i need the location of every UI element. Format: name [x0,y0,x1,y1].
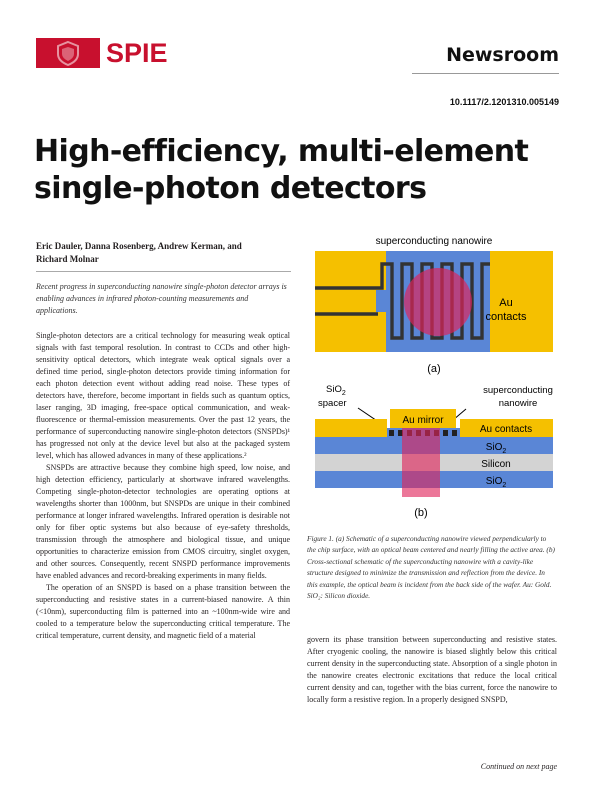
figure-1 [312,230,556,520]
fig-a-left-gap [376,290,390,312]
fig-b-panel-label: (b) [414,507,428,519]
authors-line-2: Richard Molnar [36,254,99,264]
fig-b-optical-beam [402,428,440,497]
fig-a-panel-label: (a) [427,363,441,375]
authors-line-1: Eric Dauler, Danna Rosenberg, Andrew Kerman, and [36,241,242,251]
spie-logo-text: SPIE [106,38,168,68]
abstract: Recent progress in superconducting nanowire single-photon detector arrays is enabling advances in infrared photon-counting measurements and applications. [36,282,287,315]
body-column-right [307,634,557,706]
fig-b-contacts-label: Au contacts [479,424,533,435]
fig-a-contacts-label: contacts [485,311,527,323]
title-line-1: High-efficiency, multi-element [34,134,529,169]
title-line-2: single-photon detectors [34,171,427,206]
body-column-left [36,330,290,642]
doi[interactable]: 10.1117/2.1201310.005149 [449,97,559,107]
fig-b-layer1-text: SiO [485,442,503,453]
figure-1-schematic [312,230,556,520]
fig-b-nanowire-label-1: superconducting [483,385,553,396]
section-title: Newsroom [446,44,559,66]
fig-a-title: superconducting nanowire [375,236,493,247]
fig-a-optical-beam [404,268,472,336]
fig-b-layer3-text: SiO [485,476,503,487]
fig-b-spacer-label: spacer [318,398,347,409]
fig-b-sio2-sub: 2 [341,390,346,397]
paragraph-4: govern its phase transition between superconducting and resistive states. After cryogenic cooling, the nanowire is biased slightly below this critical current density in the superconducting state. Absorption of a single photon in the nanowire creates electronic excitations that reduce the local critical current density and can, together with the bias current, force the nanowire to locally form a resistive region. In a properly designed SNSPD, [307,635,557,704]
continued-note: Continued on next page [480,762,557,771]
fig-b-mirror-label: Au mirror [402,415,444,426]
article-title [34,133,564,207]
authors [36,240,286,266]
fig-b-left-contact [315,419,387,437]
fig-b-silicon-label: Silicon [481,459,511,470]
fig-b-layer3-sub: 2 [502,482,507,489]
fig-b-sio2-spacer-label-1 [326,384,346,397]
fig-b-nanowire-label-2: nanowire [498,398,538,409]
fig-b-sio2-text: SiO [326,384,342,395]
figure-caption: Figure 1. (a) Schematic of a superconducting nanowire viewed perpendicularly to the chip surface, with an optical beam centered and nearly filling the active area. (b) Cross-sectional schematic of the superconducting nanowire with a cavity-like structure designed to minimize the transmission and reflection from the device. In this example, the optical beam is incident from the back side of the wafer. Au: Gold. SiO₂: Silicon dioxide. [307,534,555,601]
paragraph-3: The operation of an SNSPD is based on a phase transition between the superconducting and resistive states in a current-biased nanowire. A thin (<10nm), superconducting film is patterned into an ~100nm-wide wire and cooled to a temperature below the superconducting critical temperature. The critical temperature, current density, and magnetic field of a material [36,583,290,640]
fig-a-au-label: Au [499,297,513,309]
authors-divider [36,271,291,272]
spie-logo-mark [36,38,100,68]
fig-b-layer1-sub: 2 [502,448,507,455]
header-divider [412,73,559,74]
paragraph-2: SNSPDs are attractive because they combine high speed, low noise, and high detection efficiency, particularly at shortwave infrared wavelengths. Competing single-photon-detector technologies are operating options at wavelengths shorter than 1000nm, but SNSPDs are unique in their combined performance at longer infrared wavelengths. Infrared operation is desirable not only for fiber optic systems but also because of eye-safety thresholds, transmission through the atmosphere and biological tissue, and unique opportunities to characterize emission from CMOS circuitry, singlet oxygen, and other sources. Consequently, recent SNSPD performance improvements have enabled advances and record-breaking experiments in many fields. [36,463,290,580]
paragraph-1: Single-photon detectors are a critical technology for measuring weak optical signals with fast temporal resolution. In contrast to CCDs and other high-sensitivity optical detectors, which integrate weak optical signals over a defined time period, single-photon detectors provide timing information for each photon detection event without adding read noise. These types of detectors have, therefore, become important in fields such as quantum optics, laser ranging, 3D imaging, free-space optical communication, and weak-fluorescence or thermal-emission measurements. Over the past 12 years, the performance of superconducting nanowire single-photon detectors (SNSPDs)¹ has progressed not only at the device level but also at the packaged system level, which has allowed advances in many of these applications.² [36,331,290,460]
